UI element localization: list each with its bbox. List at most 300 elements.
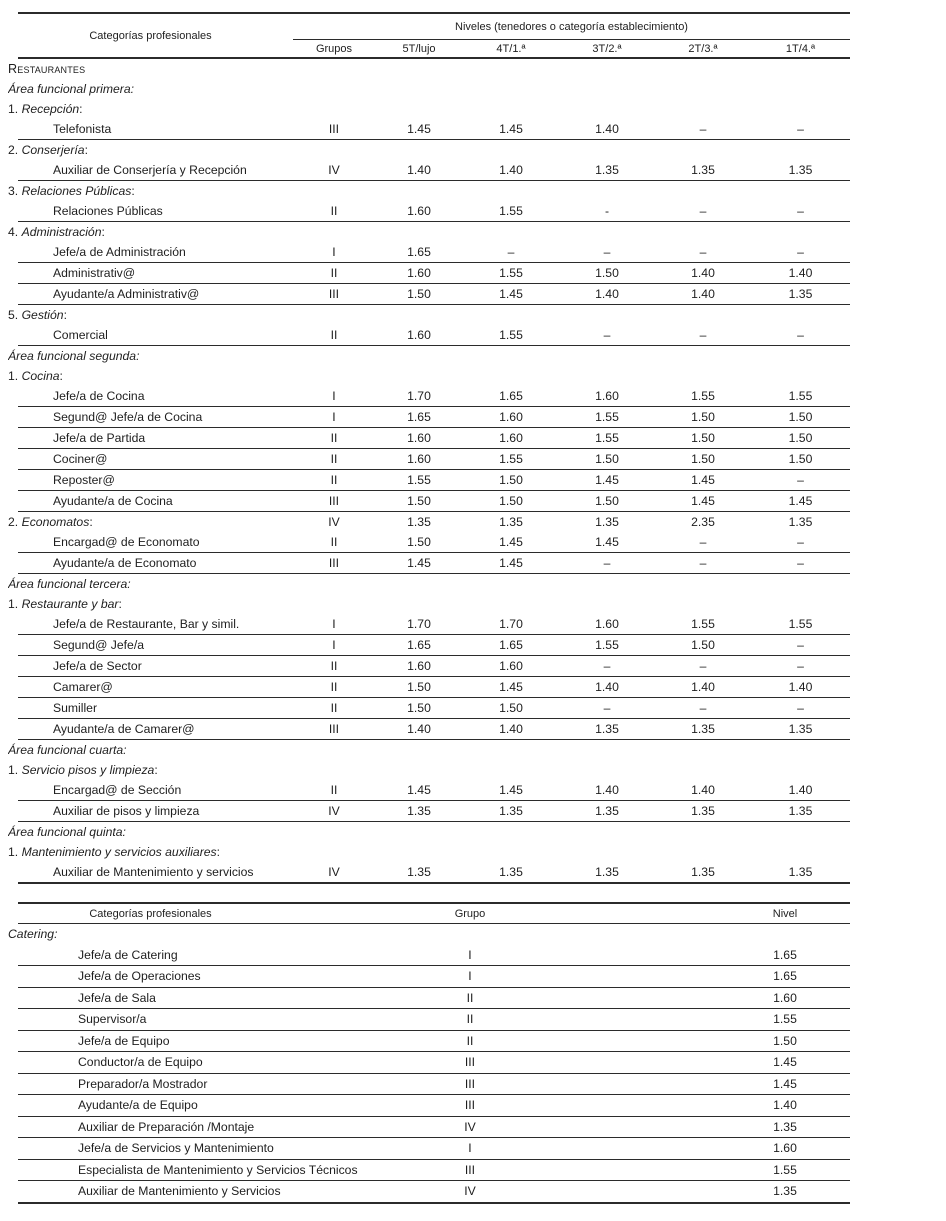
nivel-cell: 1.50 — [691, 431, 715, 445]
table-row — [8, 449, 850, 469]
nivel-cell: 1.70 — [407, 389, 431, 403]
nivel-cell: 1.40 — [595, 122, 619, 136]
category-cell: Auxiliar de Mantenimiento y Servicios — [78, 1184, 281, 1199]
nivel-cell: 1.65 — [407, 410, 431, 424]
table-row — [8, 325, 850, 345]
category-cell: Segund@ Jefe/a — [53, 638, 144, 652]
category-cell: 1. Servicio pisos y limpieza: — [8, 763, 158, 777]
nivel-cell: – — [699, 535, 707, 549]
nivel-cell: 1.45 — [773, 1055, 797, 1070]
catering-levels-table — [8, 902, 850, 1204]
category-cell: 1. Restaurante y bar: — [8, 597, 122, 611]
category-cell: Preparador/a Mostrador — [78, 1076, 208, 1091]
nivel-cell: 1.50 — [595, 266, 619, 280]
table-row — [8, 719, 850, 739]
table-row — [8, 1117, 850, 1138]
nivel-cell: 1.60 — [773, 990, 797, 1005]
grupo-cell: IV — [464, 1119, 476, 1134]
table-row — [8, 945, 850, 966]
category-cell: Sumiller — [53, 701, 98, 715]
nivel-cell: 1.50 — [788, 410, 813, 424]
category-cell: Auxiliar de pisos y limpieza — [53, 804, 200, 818]
grupo-cell: IV — [328, 515, 340, 529]
category-cell: 2. Conserjería: — [8, 143, 88, 157]
table-body — [8, 59, 850, 884]
table-row — [8, 386, 850, 406]
category-cell: Jefe/a de Operaciones — [78, 969, 201, 984]
nivel-cell: 1.55 — [788, 617, 813, 631]
grupo-cell: II — [466, 1012, 474, 1027]
nivel-cell: 1.60 — [407, 266, 431, 280]
nivel-cell: 1.50 — [407, 680, 431, 694]
category-cell: 1. Cocina: — [8, 369, 63, 383]
category-cell: Jefe/a de Partida — [53, 431, 146, 445]
row-divider — [18, 882, 850, 884]
column-header-grupo: Grupo — [454, 907, 486, 920]
section-row — [8, 760, 850, 780]
table-row — [8, 553, 850, 573]
category-cell: 1. Mantenimiento y servicios auxiliares: — [8, 845, 221, 859]
nivel-cell: 1.35 — [595, 722, 619, 736]
nivel-cell: 1.35 — [499, 515, 523, 529]
category-cell: Área funcional primera: — [8, 82, 134, 96]
column-header-4t-1a: 4T/1.ª — [496, 42, 526, 55]
nivel-cell: 2.35 — [691, 515, 715, 529]
nivel-cell: 1.55 — [773, 1162, 797, 1177]
table-row — [8, 407, 850, 427]
category-cell: Administrativ@ — [53, 266, 136, 280]
nivel-cell: 1.45 — [407, 556, 431, 570]
category-cell: Jefe/a de Cocina — [53, 389, 145, 403]
column-header-5t-lujo: 5T/lujo — [402, 42, 436, 55]
grupo-cell: IV — [328, 865, 340, 879]
nivel-cell: – — [699, 245, 707, 259]
nivel-cell: 1.40 — [407, 722, 431, 736]
grupo-cell: I — [468, 1141, 472, 1156]
nivel-cell: 1.35 — [595, 804, 619, 818]
category-cell: Jefe/a de Restaurante, Bar y simil. — [53, 617, 240, 631]
nivel-cell: 1.35 — [595, 163, 619, 177]
table-row — [8, 656, 850, 676]
table-row — [8, 1031, 850, 1052]
grupo-cell: II — [330, 783, 338, 797]
category-cell: Área funcional segunda: — [8, 349, 140, 363]
category-cell: Jefe/a de Administración — [53, 245, 186, 259]
grupo-cell: I — [468, 969, 472, 984]
section-row — [8, 822, 850, 842]
grupo-cell: II — [330, 328, 338, 342]
category-cell: Encargad@ de Sección — [53, 783, 182, 797]
nivel-cell: 1.50 — [407, 287, 431, 301]
nivel-cell: 1.35 — [788, 515, 813, 529]
grupo-cell: I — [332, 617, 336, 631]
table-row — [8, 614, 850, 634]
column-header-categorias: Categorías profesionales — [89, 907, 212, 920]
nivel-cell: 1.55 — [773, 1012, 797, 1027]
nivel-cell: 1.35 — [595, 515, 619, 529]
table-row — [8, 1160, 850, 1181]
section-row — [8, 924, 850, 945]
table-row — [8, 532, 850, 552]
nivel-cell: 1.60 — [773, 1141, 797, 1156]
nivel-cell: 1.60 — [407, 328, 431, 342]
nivel-cell: 1.50 — [788, 452, 813, 466]
category-cell: Ayudante/a Administrativ@ — [53, 287, 200, 301]
nivel-cell: 1.60 — [499, 431, 523, 445]
nivel-cell: 1.35 — [788, 804, 813, 818]
category-cell: Área funcional cuarta: — [8, 743, 127, 757]
category-cell: Ayudante/a de Camarer@ — [53, 722, 195, 736]
table-row — [8, 988, 850, 1009]
grupo-cell: III — [464, 1098, 476, 1113]
nivel-cell: 1.35 — [407, 804, 431, 818]
nivel-cell: 1.40 — [595, 287, 619, 301]
grupo-cell: II — [330, 266, 338, 280]
grupo-cell: I — [332, 638, 336, 652]
table-row — [8, 698, 850, 718]
nivel-cell: 1.45 — [788, 494, 813, 508]
nivel-cell: 1.55 — [788, 389, 813, 403]
category-cell: 5. Gestión: — [8, 308, 67, 322]
nivel-cell: 1.45 — [407, 122, 431, 136]
section-row — [8, 99, 850, 119]
category-cell: 4. Administración: — [8, 225, 105, 239]
grupo-cell: III — [328, 556, 340, 570]
grupo-cell: I — [332, 410, 336, 424]
grupo-cell: III — [464, 1162, 476, 1177]
category-cell: Jefe/a de Sector — [53, 659, 142, 673]
category-cell: Auxiliar de Preparación /Montaje — [78, 1119, 255, 1134]
nivel-cell: 1.55 — [407, 473, 431, 487]
column-header-grupos: Grupos — [315, 42, 353, 55]
table-row — [8, 862, 850, 882]
nivel-cell: – — [797, 638, 804, 652]
nivel-cell: 1.40 — [691, 287, 715, 301]
nivel-cell: 1.35 — [773, 1184, 797, 1199]
nivel-cell: 1.40 — [788, 680, 813, 694]
nivel-cell: 1.35 — [691, 865, 715, 879]
nivel-cell: 1.50 — [407, 535, 431, 549]
nivel-cell: – — [797, 556, 804, 570]
grupo-cell: II — [330, 473, 338, 487]
category-cell: Segund@ Jefe/a de Cocina — [53, 410, 203, 424]
nivel-cell: 1.50 — [773, 1033, 797, 1048]
section-row — [8, 222, 850, 242]
row-divider — [18, 1202, 850, 1204]
grupo-cell: III — [328, 722, 340, 736]
nivel-cell: – — [699, 701, 707, 715]
section-row — [8, 59, 850, 79]
nivel-cell: – — [797, 204, 804, 218]
table-row — [8, 470, 850, 490]
table-row — [8, 1181, 850, 1202]
category-cell: Jefe/a de Equipo — [78, 1033, 170, 1048]
column-header-1t-4a: 1T/4.ª — [785, 42, 816, 55]
section-row — [8, 140, 850, 160]
nivel-cell: – — [699, 659, 707, 673]
grupo-cell: III — [328, 122, 340, 136]
grupo-cell: I — [332, 389, 336, 403]
nivel-cell: 1.55 — [691, 389, 715, 403]
nivel-cell: 1.70 — [407, 617, 431, 631]
table-row — [8, 635, 850, 655]
nivel-cell: 1.65 — [773, 969, 797, 984]
nivel-cell: 1.50 — [691, 452, 715, 466]
grupo-cell: III — [328, 287, 340, 301]
nivel-cell: 1.50 — [595, 452, 619, 466]
column-header-2t-3a: 2T/3.ª — [688, 42, 718, 55]
nivel-cell: 1.40 — [407, 163, 431, 177]
levels-header-group — [293, 14, 850, 57]
table-body — [8, 924, 850, 1204]
nivel-cell: 1.60 — [595, 617, 619, 631]
nivel-cell: 1.50 — [788, 431, 813, 445]
nivel-cell: – — [797, 701, 804, 715]
section-row — [8, 346, 850, 366]
nivel-cell: 1.50 — [407, 701, 431, 715]
column-header-3t-2a: 3T/2.ª — [592, 42, 622, 55]
section-row — [8, 512, 850, 532]
nivel-cell: 1.45 — [499, 287, 523, 301]
nivel-cell: 1.60 — [407, 659, 431, 673]
nivel-cell: 1.50 — [499, 494, 523, 508]
nivel-cell: 1.45 — [499, 122, 523, 136]
nivel-cell: - — [604, 204, 610, 218]
nivel-cell: 1.40 — [691, 783, 715, 797]
nivel-cell: 1.50 — [499, 701, 523, 715]
nivel-cell: – — [603, 556, 611, 570]
nivel-cell: – — [603, 701, 611, 715]
nivel-cell: 1.40 — [499, 722, 523, 736]
nivel-cell: 1.65 — [499, 638, 523, 652]
nivel-cell: – — [797, 535, 804, 549]
table-row — [8, 677, 850, 697]
grupo-cell: II — [330, 535, 338, 549]
grupo-cell: II — [330, 659, 338, 673]
nivel-cell: 1.45 — [595, 535, 619, 549]
category-cell: Jefe/a de Sala — [78, 990, 156, 1005]
nivel-cell: – — [797, 659, 804, 673]
nivel-cell: – — [699, 204, 707, 218]
section-row — [8, 79, 850, 99]
category-cell: Comercial — [53, 328, 108, 342]
grupo-cell: II — [466, 990, 474, 1005]
nivel-cell: 1.55 — [499, 266, 523, 280]
nivel-cell: 1.35 — [788, 722, 813, 736]
category-cell: Auxiliar de Conserjería y Recepción — [53, 163, 247, 177]
nivel-cell: 1.65 — [407, 638, 431, 652]
nivel-cell: 1.35 — [691, 804, 715, 818]
grupo-cell: II — [330, 680, 338, 694]
section-row — [8, 594, 850, 614]
category-cell: Telefonista — [53, 122, 112, 136]
category-cell: Restaurantes — [8, 62, 86, 76]
nivel-cell: 1.45 — [691, 494, 715, 508]
nivel-cell: 1.35 — [788, 865, 813, 879]
section-row — [8, 842, 850, 862]
nivel-cell: 1.50 — [691, 410, 715, 424]
nivel-cell: 1.45 — [499, 680, 523, 694]
nivel-cell: 1.35 — [499, 804, 523, 818]
grupo-cell: I — [332, 245, 336, 259]
category-cell: Reposter@ — [53, 473, 115, 487]
section-row — [8, 305, 850, 325]
nivel-cell: 1.40 — [499, 163, 523, 177]
nivel-cell: – — [699, 122, 707, 136]
table-row — [8, 801, 850, 821]
nivel-cell: 1.40 — [595, 783, 619, 797]
nivel-cell: 1.45 — [773, 1076, 797, 1091]
nivel-cell: 1.45 — [691, 473, 715, 487]
nivel-cell: 1.50 — [595, 494, 619, 508]
nivel-cell: 1.60 — [407, 431, 431, 445]
table-header — [8, 14, 850, 57]
grupo-cell: II — [330, 431, 338, 445]
table-row — [8, 119, 850, 139]
nivel-cell: 1.60 — [595, 389, 619, 403]
category-cell: Cociner@ — [53, 452, 108, 466]
nivel-cell: – — [797, 122, 804, 136]
section-row — [8, 366, 850, 386]
nivel-cell: 1.55 — [691, 617, 715, 631]
nivel-cell: 1.60 — [499, 410, 523, 424]
grupo-cell: IV — [464, 1184, 476, 1199]
nivel-cell: 1.55 — [499, 204, 523, 218]
nivel-cell: – — [603, 245, 611, 259]
nivel-cell: 1.35 — [691, 722, 715, 736]
nivel-cell: 1.65 — [499, 389, 523, 403]
table-row — [8, 780, 850, 800]
nivel-cell: – — [603, 659, 611, 673]
table-row — [8, 966, 850, 987]
table-row — [8, 263, 850, 283]
grupo-cell: II — [466, 1033, 474, 1048]
category-cell: Área funcional quinta: — [8, 825, 126, 839]
nivel-cell: 1.40 — [788, 783, 813, 797]
nivel-cell: 1.60 — [407, 452, 431, 466]
nivel-cell: 1.65 — [407, 245, 431, 259]
category-cell: 1. Recepción: — [8, 102, 83, 116]
category-cell: Especialista de Mantenimiento y Servicios Técnicos — [78, 1162, 358, 1177]
nivel-cell: 1.55 — [499, 452, 523, 466]
category-cell: Camarer@ — [53, 680, 113, 694]
column-header-nivel: Nivel — [772, 907, 798, 920]
nivel-cell: 1.45 — [407, 783, 431, 797]
nivel-cell: – — [797, 328, 804, 342]
nivel-cell: 1.60 — [407, 204, 431, 218]
nivel-cell: 1.55 — [595, 638, 619, 652]
table-row — [8, 242, 850, 262]
nivel-cell: 1.55 — [595, 410, 619, 424]
nivel-cell: – — [797, 245, 804, 259]
table-row — [8, 284, 850, 304]
nivel-cell: 1.40 — [691, 266, 715, 280]
category-cell: 3. Relaciones Públicas: — [8, 184, 135, 198]
grupo-cell: IV — [328, 163, 340, 177]
grupo-cell: II — [330, 701, 338, 715]
nivel-cell: – — [603, 328, 611, 342]
nivel-cell: 1.35 — [595, 865, 619, 879]
table-row — [8, 1138, 850, 1159]
nivel-cell: 1.35 — [691, 163, 715, 177]
grupo-cell: III — [464, 1076, 476, 1091]
nivel-cell: 1.35 — [773, 1119, 797, 1134]
grupo-cell: III — [464, 1055, 476, 1070]
category-cell: 2. Economatos: — [8, 515, 93, 529]
restaurantes-levels-table — [8, 12, 850, 884]
nivel-cell: – — [507, 245, 515, 259]
nivel-cell: 1.70 — [499, 617, 523, 631]
nivel-cell: 1.40 — [788, 266, 813, 280]
nivel-cell: 1.50 — [499, 473, 523, 487]
category-cell: Ayudante/a de Economato — [53, 556, 197, 570]
nivel-cell: 1.40 — [773, 1098, 797, 1113]
category-cell: Área funcional tercera: — [8, 577, 131, 591]
nivel-cell: 1.50 — [407, 494, 431, 508]
nivel-cell: – — [699, 556, 707, 570]
category-cell: Encargad@ de Economato — [53, 535, 200, 549]
section-row — [8, 181, 850, 201]
column-group-header-niveles: Niveles (tenedores o categoría establecimiento) — [293, 14, 850, 40]
nivel-cell: 1.35 — [407, 865, 431, 879]
category-cell: Ayudante/a de Equipo — [78, 1098, 198, 1113]
nivel-cell: 1.60 — [499, 659, 523, 673]
category-cell: Jefe/a de Catering — [78, 947, 178, 962]
section-row — [8, 740, 850, 760]
table-row — [8, 160, 850, 180]
category-cell: Auxiliar de Mantenimiento y servicios — [53, 865, 254, 879]
category-cell: Ayudante/a de Cocina — [53, 494, 173, 508]
grupo-cell: II — [330, 452, 338, 466]
table-row — [8, 1052, 850, 1073]
nivel-cell: 1.45 — [499, 556, 523, 570]
grupo-cell: III — [328, 494, 340, 508]
category-cell: Supervisor/a — [78, 1012, 147, 1027]
table-row — [8, 1009, 850, 1030]
nivel-cell: 1.45 — [595, 473, 619, 487]
nivel-cell: – — [797, 473, 804, 487]
grupo-cell: IV — [328, 804, 340, 818]
table-row — [8, 1095, 850, 1116]
nivel-cell: 1.35 — [407, 515, 431, 529]
grupo-cell: I — [468, 947, 472, 962]
section-row — [8, 574, 850, 594]
grupo-cell: II — [330, 204, 338, 218]
nivel-cell: 1.35 — [788, 163, 813, 177]
nivel-cell: 1.65 — [773, 947, 797, 962]
nivel-cell: 1.50 — [691, 638, 715, 652]
category-cell: Conductor/a de Equipo — [78, 1055, 203, 1070]
column-header-categorias: Categorías profesionales — [89, 29, 212, 42]
nivel-cell: 1.35 — [499, 865, 523, 879]
table-row — [8, 428, 850, 448]
levels-subheader-row — [293, 40, 850, 57]
table-row — [8, 201, 850, 221]
category-cell: Catering: — [8, 927, 58, 942]
category-cell: Jefe/a de Servicios y Mantenimiento — [78, 1141, 274, 1156]
nivel-cell: 1.55 — [499, 328, 523, 342]
nivel-cell: 1.55 — [595, 431, 619, 445]
nivel-cell: 1.40 — [691, 680, 715, 694]
nivel-cell: – — [699, 328, 707, 342]
nivel-cell: 1.45 — [499, 783, 523, 797]
nivel-cell: 1.40 — [595, 680, 619, 694]
nivel-cell: 1.45 — [499, 535, 523, 549]
nivel-cell: 1.35 — [788, 287, 813, 301]
table-row — [8, 491, 850, 511]
table-header — [8, 904, 850, 923]
table-row — [8, 1074, 850, 1095]
